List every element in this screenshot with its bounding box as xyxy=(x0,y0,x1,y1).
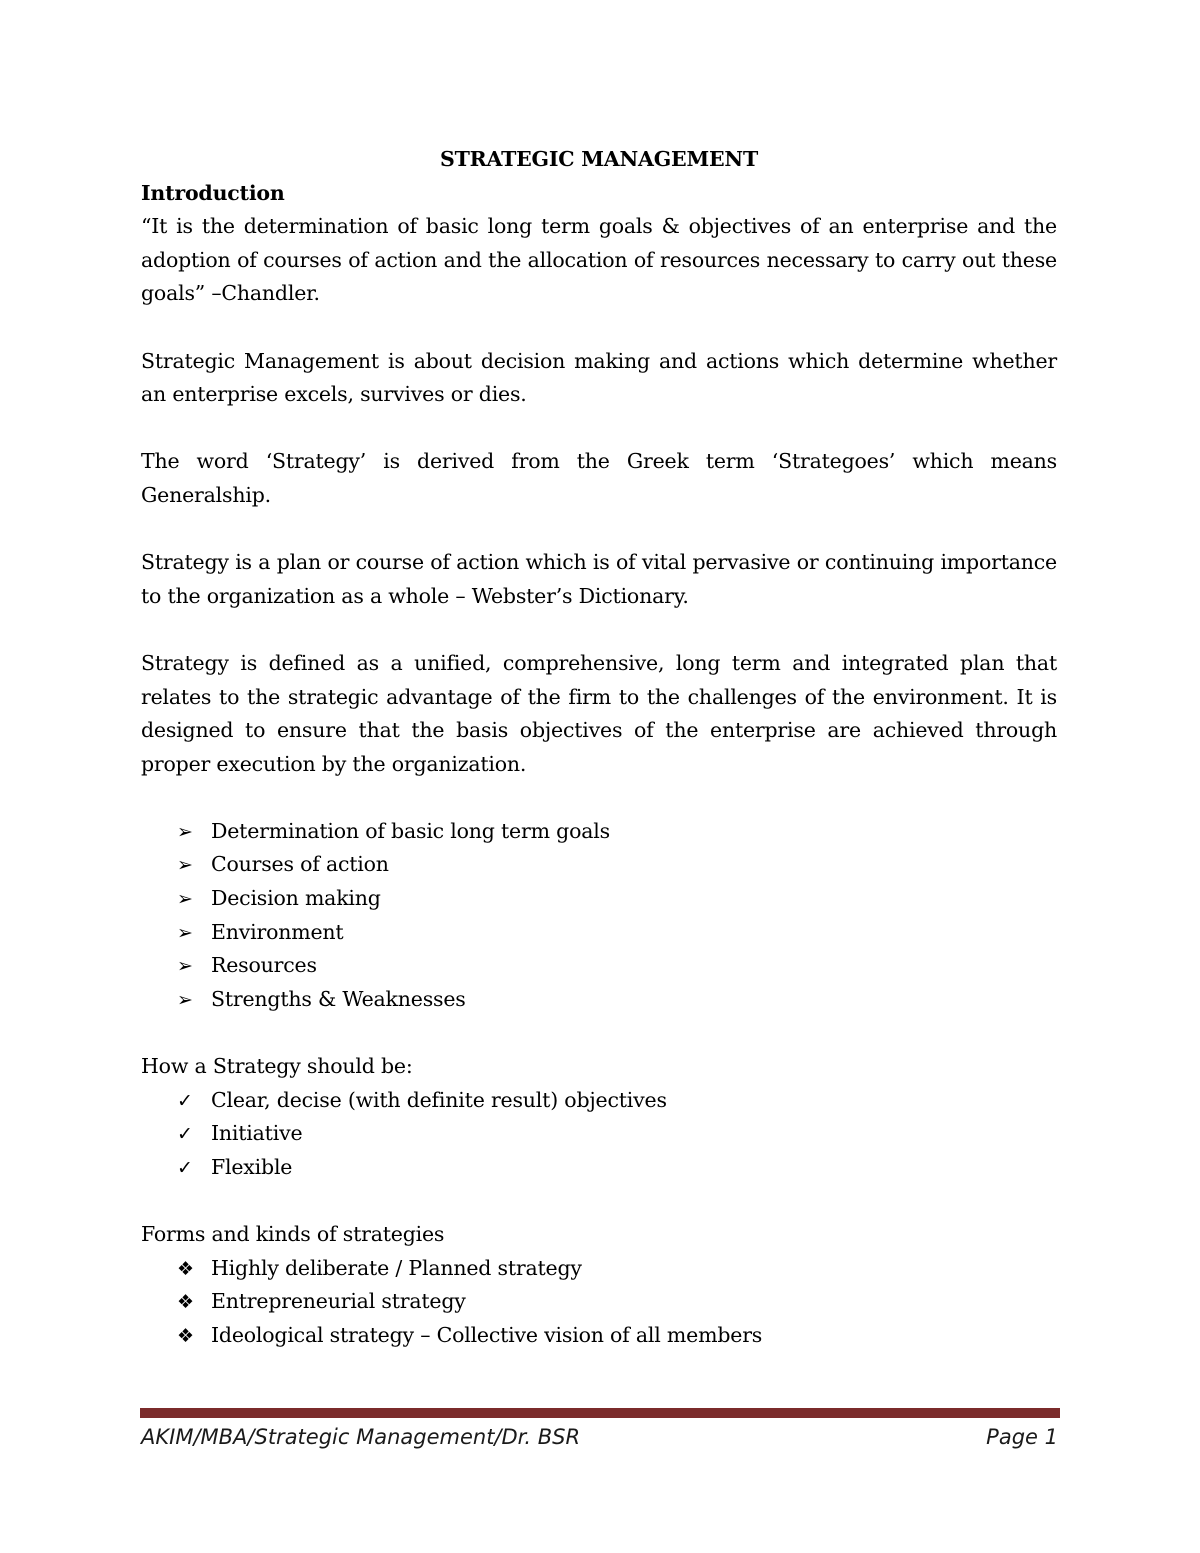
footer-divider xyxy=(140,1408,1060,1418)
checkmark-icon: ✓ xyxy=(177,1123,193,1146)
arrow-bullet-icon: ➢ xyxy=(177,955,193,978)
paragraph-strategic-management: Strategic Management is about decision making and actions which determine whether an enterprise excels, survives or dies. xyxy=(141,348,1057,407)
paragraph-strategy-origin: The word ‘Strategy’ is derived from the Greek term ‘Strategoes’ which means Generalship. xyxy=(141,449,1057,507)
list-item xyxy=(177,1319,1057,1353)
diamond-bullet-icon: ❖ xyxy=(177,1257,194,1280)
page-number: Page 1 xyxy=(986,1425,1058,1449)
arrow-bullet-icon: ➢ xyxy=(177,820,193,843)
paragraph-chandler-quote: “It is the determination of basic long term goals & objectives of an enterprise and the adoption of courses of action and the allocation of resources necessary to carry out these goals” –Chandler. xyxy=(141,214,1057,306)
list-item xyxy=(177,848,1057,882)
arrow-bullet-icon: ➢ xyxy=(177,854,193,877)
paragraph-webster-definition: Strategy is a plan or course of action which is of vital pervasive or continuing importance to the organization as a whole – Webster’s Dictionary. xyxy=(141,550,1057,608)
list-item-label: Determination of basic long term goals xyxy=(211,818,610,843)
list-item xyxy=(177,1252,1057,1286)
checkmark-icon: ✓ xyxy=(177,1156,193,1179)
diamond-bullet-icon: ❖ xyxy=(177,1291,194,1314)
strategy-qualities-list xyxy=(141,1084,1057,1185)
list-item xyxy=(177,1151,1057,1185)
list-item-label: Entrepreneurial strategy xyxy=(211,1289,466,1314)
list-item-label: Ideological strategy – Collective vision of all members xyxy=(211,1322,763,1347)
strategy-should-be-heading: How a Strategy should be: xyxy=(141,1054,413,1079)
list-item-label: Highly deliberate / Planned strategy xyxy=(211,1255,582,1280)
list-item xyxy=(177,1285,1057,1319)
arrow-bullet-icon: ➢ xyxy=(177,988,193,1011)
arrow-bullet-icon: ➢ xyxy=(177,921,193,944)
strategy-forms-list xyxy=(141,1252,1057,1353)
list-item-label: Initiative xyxy=(211,1121,303,1146)
page-content xyxy=(141,143,1057,1386)
list-item-label: Resources xyxy=(211,953,317,978)
key-elements-list xyxy=(141,815,1057,1017)
list-item-label: Strengths & Weaknesses xyxy=(211,986,466,1011)
list-item-label: Decision making xyxy=(211,886,381,911)
list-item xyxy=(177,1084,1057,1118)
list-item xyxy=(177,882,1057,916)
list-item xyxy=(177,949,1057,983)
page-title: STRATEGIC MANAGEMENT xyxy=(440,147,758,171)
list-item xyxy=(177,815,1057,849)
intro-heading: Introduction xyxy=(141,180,285,205)
list-item xyxy=(177,983,1057,1017)
list-item-label: Courses of action xyxy=(211,852,389,877)
diamond-bullet-icon: ❖ xyxy=(177,1324,194,1347)
list-item xyxy=(177,1117,1057,1151)
paragraph-strategy-definition: Strategy is defined as a unified, comprehensive, long term and integrated plan that relates to the strategic advantage of the firm to the challenges of the environment. It is designed to ensure that the basis objectives of the enterprise are achieved through proper execution by the organization. xyxy=(141,650,1057,776)
checkmark-icon: ✓ xyxy=(177,1089,193,1112)
list-item xyxy=(177,916,1057,950)
arrow-bullet-icon: ➢ xyxy=(177,888,193,911)
footer-course-label: AKIM/MBA/Strategic Management/Dr. BSR xyxy=(141,1425,581,1449)
page-footer xyxy=(141,1422,1058,1458)
list-item-label: Clear, decise (with definite result) objectives xyxy=(211,1087,667,1112)
list-item-label: Flexible xyxy=(211,1154,293,1179)
forms-heading: Forms and kinds of strategies xyxy=(141,1222,445,1246)
list-item-label: Environment xyxy=(211,919,344,944)
